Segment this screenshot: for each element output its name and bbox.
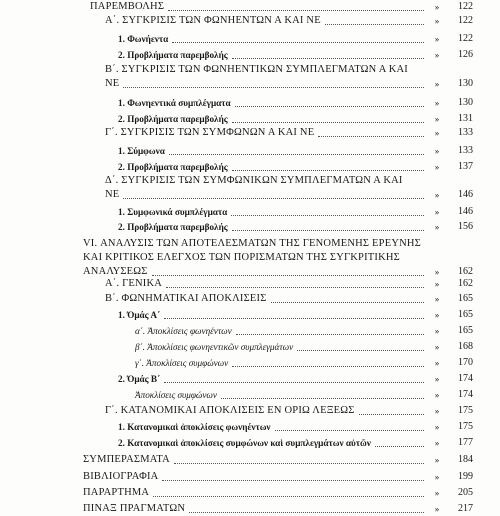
toc-entry-line bbox=[0, 188, 500, 202]
ditto-mark: » bbox=[434, 2, 440, 12]
page-number: 156 bbox=[458, 221, 473, 232]
ditto-mark: » bbox=[434, 16, 440, 26]
leader-dots bbox=[325, 24, 424, 25]
toc-entry-title: Α΄. ΣΥΓΚΡΙΣΙΣ ΤΩΝ ΦΩΝΗΕΝΤΩΝ Α ΚΑΙ ΝΕ bbox=[105, 15, 321, 26]
page-number: 133 bbox=[458, 145, 473, 156]
page-number: 205 bbox=[458, 487, 473, 498]
ditto-mark: » bbox=[434, 455, 440, 465]
toc-entry-line bbox=[0, 502, 500, 516]
ditto-mark: » bbox=[434, 162, 440, 172]
toc-entry-line bbox=[0, 436, 500, 450]
ditto-mark: » bbox=[434, 128, 440, 138]
toc-entry-line bbox=[0, 32, 500, 46]
toc-entry-line bbox=[0, 308, 500, 322]
leader-dots bbox=[318, 136, 424, 137]
page-number: 162 bbox=[458, 278, 473, 289]
toc-entry-title: Α΄. ΓΕΝΙΚΑ bbox=[105, 278, 163, 289]
toc-entry-line bbox=[0, 324, 500, 338]
leader-dots bbox=[172, 42, 424, 43]
page-number: 122 bbox=[458, 1, 473, 12]
toc-entry-line bbox=[0, 372, 500, 386]
page-number: 177 bbox=[458, 437, 473, 448]
ditto-mark: » bbox=[434, 310, 440, 320]
ditto-mark: » bbox=[434, 438, 440, 448]
toc-entry-line bbox=[0, 388, 500, 402]
toc-entry-title: 1. Φωνηεντικά συμπλέγματα bbox=[118, 98, 231, 108]
ditto-mark: » bbox=[434, 422, 440, 432]
toc-entry-title: 2. Προβλήματα παρεμβολής bbox=[118, 50, 228, 60]
ditto-mark: » bbox=[434, 222, 440, 232]
toc-entry-title: α΄. Ἀποκλίσεις φωνηέντων bbox=[135, 326, 232, 336]
toc-entry-line bbox=[0, 77, 500, 91]
leader-dots bbox=[164, 382, 424, 383]
toc-entry-title: Β΄. ΦΩΝΗΜΑΤΙΚΑΙ ΑΠΟΚΛΙΣΕΙΣ bbox=[105, 293, 267, 304]
leader-dots bbox=[189, 512, 424, 513]
leader-dots bbox=[221, 398, 424, 399]
toc-entry-title: ΑΝΑΛΥΣΕΩΣ bbox=[83, 266, 148, 277]
toc-entry-line bbox=[0, 237, 500, 251]
ditto-mark: » bbox=[434, 79, 440, 89]
leader-dots bbox=[232, 230, 424, 231]
leader-dots bbox=[123, 87, 424, 88]
page-number: 162 bbox=[458, 266, 473, 277]
ditto-mark: » bbox=[434, 146, 440, 156]
toc-entry-title: 2. Όμάς Β΄ bbox=[118, 374, 161, 384]
toc-entry-title: ΝΕ bbox=[105, 78, 120, 89]
ditto-mark: » bbox=[434, 472, 440, 482]
leader-dots bbox=[164, 318, 424, 319]
leader-dots bbox=[166, 287, 424, 288]
ditto-mark: » bbox=[434, 374, 440, 384]
page-number: 175 bbox=[458, 405, 473, 416]
ditto-mark: » bbox=[434, 207, 440, 217]
toc-entry-line bbox=[0, 251, 500, 265]
leader-dots bbox=[174, 463, 424, 464]
leader-dots bbox=[168, 10, 424, 11]
page-number: 130 bbox=[458, 78, 473, 89]
toc-entry-line bbox=[0, 63, 500, 77]
toc-entry-line bbox=[0, 220, 500, 234]
toc-entry-line bbox=[0, 277, 500, 291]
leader-dots bbox=[152, 275, 424, 276]
toc-entry-title: 1. Όμάς Α΄ bbox=[118, 310, 161, 320]
toc-entry-title: Γ΄. ΣΥΓΚΡΙΣΙΣ ΤΩΝ ΣΥΜΦΩΝΩΝ Α ΚΑΙ ΝΕ bbox=[105, 127, 315, 138]
page-number: 165 bbox=[458, 309, 473, 320]
leader-dots bbox=[231, 215, 424, 216]
leader-dots bbox=[232, 366, 424, 367]
ditto-mark: » bbox=[434, 390, 440, 400]
ditto-mark: » bbox=[434, 504, 440, 514]
toc-entry-line bbox=[0, 112, 500, 126]
ditto-mark: » bbox=[434, 34, 440, 44]
page-number: 122 bbox=[458, 15, 473, 26]
leader-dots bbox=[236, 334, 424, 335]
toc-entry-line bbox=[0, 292, 500, 306]
toc-entry-line bbox=[0, 453, 500, 467]
page-number: 168 bbox=[458, 341, 473, 352]
toc-entry-title: ΠΑΡΑΡΤΗΜΑ bbox=[83, 487, 150, 498]
toc-entry-line bbox=[0, 404, 500, 418]
toc-entry-title: Ἀποκλίσεις συμφώνων bbox=[135, 390, 217, 400]
leader-dots bbox=[162, 480, 424, 481]
leader-dots bbox=[153, 496, 424, 497]
toc-entry-title: 2. Προβλήματα παρεμβολής bbox=[118, 222, 228, 232]
page-number: 174 bbox=[458, 389, 473, 400]
toc-entry-title: 2. Προβλήματα παρεμβολής bbox=[118, 162, 228, 172]
leader-dots bbox=[232, 170, 424, 171]
toc-entry-line bbox=[0, 340, 500, 354]
toc-entry-title: VI. ΑΝΑΛΥΣΙΣ ΤΩΝ ΑΠΟΤΕΛΕΣΜΑΤΩΝ ΤΗΣ ΓΕΝΟΜΕΝΗΣ ΕΡΕΥΝΗΣ bbox=[83, 238, 421, 249]
ditto-mark: » bbox=[434, 406, 440, 416]
page-number: 126 bbox=[458, 49, 473, 60]
toc-entry-title: 1. Σύμφωνα bbox=[118, 146, 165, 156]
ditto-mark: » bbox=[434, 342, 440, 352]
page-number: 170 bbox=[458, 357, 473, 368]
toc-entry-title: ΠΑΡΕΜΒΟΛΗΣ bbox=[90, 1, 165, 12]
page-number: 175 bbox=[458, 421, 473, 432]
toc-entry-title: ΒΙΒΛΙΟΓΡΑΦΙΑ bbox=[83, 471, 159, 482]
page-number: 137 bbox=[458, 161, 473, 172]
ditto-mark: » bbox=[434, 267, 440, 277]
leader-dots bbox=[123, 198, 424, 199]
toc-entry-line bbox=[0, 486, 500, 500]
toc-entry-title: 2. Προβλήματα παρεμβολής bbox=[118, 114, 228, 124]
page-number: 122 bbox=[458, 33, 473, 44]
leader-dots bbox=[235, 106, 424, 107]
page-number: 199 bbox=[458, 471, 473, 482]
toc-entry-line bbox=[0, 0, 500, 14]
ditto-mark: » bbox=[434, 488, 440, 498]
page-number: 165 bbox=[458, 293, 473, 304]
page-number: 133 bbox=[458, 127, 473, 138]
page-number: 174 bbox=[458, 373, 473, 384]
toc-entry-title: 1. Φωνήεντα bbox=[118, 34, 169, 44]
toc-entry-line bbox=[0, 126, 500, 140]
page-number: 165 bbox=[458, 325, 473, 336]
toc-entry-line bbox=[0, 48, 500, 62]
leader-dots bbox=[232, 122, 424, 123]
leader-dots bbox=[297, 350, 424, 351]
toc-entry-line bbox=[0, 356, 500, 370]
toc-entry-title: 2. Κατανομικαὶ ἀποκλίσεις συμφώνων καὶ συμπλεγμάτων αὐτῶν bbox=[118, 438, 371, 448]
toc-entry-line bbox=[0, 96, 500, 110]
page-number: 130 bbox=[458, 97, 473, 108]
toc-entry-title: β΄. Ἀποκλίσεις φωνηεντικῶν συμπλεγμάτων bbox=[135, 342, 294, 352]
toc-entry-title: Δ΄. ΣΥΓΚΡΙΣΙΣ ΤΩΝ ΣΥΜΦΩΝΙΚΩΝ ΣΥΜΠΛΕΓΜΑΤΩΝ Α ΚΑΙ bbox=[105, 175, 403, 186]
page-number: 184 bbox=[458, 454, 473, 465]
ditto-mark: » bbox=[434, 98, 440, 108]
toc-entry-line bbox=[0, 470, 500, 484]
toc-entry-title: ΣΥΜΠΕΡΑΣΜΑΤΑ bbox=[83, 454, 170, 465]
toc-entry-title: ΝΕ bbox=[105, 189, 120, 200]
page-number: 217 bbox=[458, 503, 473, 514]
toc-entry-title: ΠΙΝΑΞ ΠΡΑΓΜΑΤΩΝ bbox=[83, 503, 186, 514]
toc-entry-title: 1. Κατανομικαὶ ἀποκλίσεις φωνηέντων bbox=[118, 422, 271, 432]
ditto-mark: » bbox=[434, 326, 440, 336]
leader-dots bbox=[271, 302, 424, 303]
leader-dots bbox=[275, 430, 424, 431]
ditto-mark: » bbox=[434, 190, 440, 200]
toc-entry-title: 1. Συμφωνικά συμπλέγματα bbox=[118, 207, 228, 217]
toc-entry-title: Γ΄. ΚΑΤΑΝΟΜΙΚΑΙ ΑΠΟΚΛΙΣΕΙΣ ΕΝ ΟΡΙΩ ΛΕΞΕΩΣ bbox=[105, 405, 355, 416]
toc-entry-line bbox=[0, 174, 500, 188]
toc-entry-title: γ΄. Ἀποκλίσεις συμφώνων bbox=[135, 358, 229, 368]
leader-dots bbox=[169, 154, 424, 155]
toc-entry-line bbox=[0, 14, 500, 28]
ditto-mark: » bbox=[434, 358, 440, 368]
toc-entry-line bbox=[0, 420, 500, 434]
toc-entry-title: ΚΑΙ ΚΡΙΤΙΚΟΣ ΕΛΕΓΧΟΣ ΤΩΝ ΠΟΡΙΣΜΑΤΩΝ ΤΗΣ ΣΥΓΚΡΙΤΙΚΗΣ bbox=[83, 252, 400, 263]
leader-dots bbox=[232, 58, 424, 59]
page-number: 131 bbox=[458, 113, 473, 124]
toc-entry-line bbox=[0, 205, 500, 219]
page-number: 146 bbox=[458, 206, 473, 217]
ditto-mark: » bbox=[434, 294, 440, 304]
leader-dots bbox=[359, 414, 424, 415]
toc-entry-line bbox=[0, 160, 500, 174]
ditto-mark: » bbox=[434, 279, 440, 289]
toc-entry-line bbox=[0, 144, 500, 158]
page-number: 146 bbox=[458, 189, 473, 200]
leader-dots bbox=[375, 446, 424, 447]
ditto-mark: » bbox=[434, 50, 440, 60]
ditto-mark: » bbox=[434, 114, 440, 124]
toc-entry-title: Β΄. ΣΥΓΚΡΙΣΙΣ ΤΩΝ ΦΩΝΗΕΝΤΙΚΩΝ ΣΥΜΠΛΕΓΜΑΤΩΝ Α ΚΑΙ bbox=[105, 64, 408, 75]
